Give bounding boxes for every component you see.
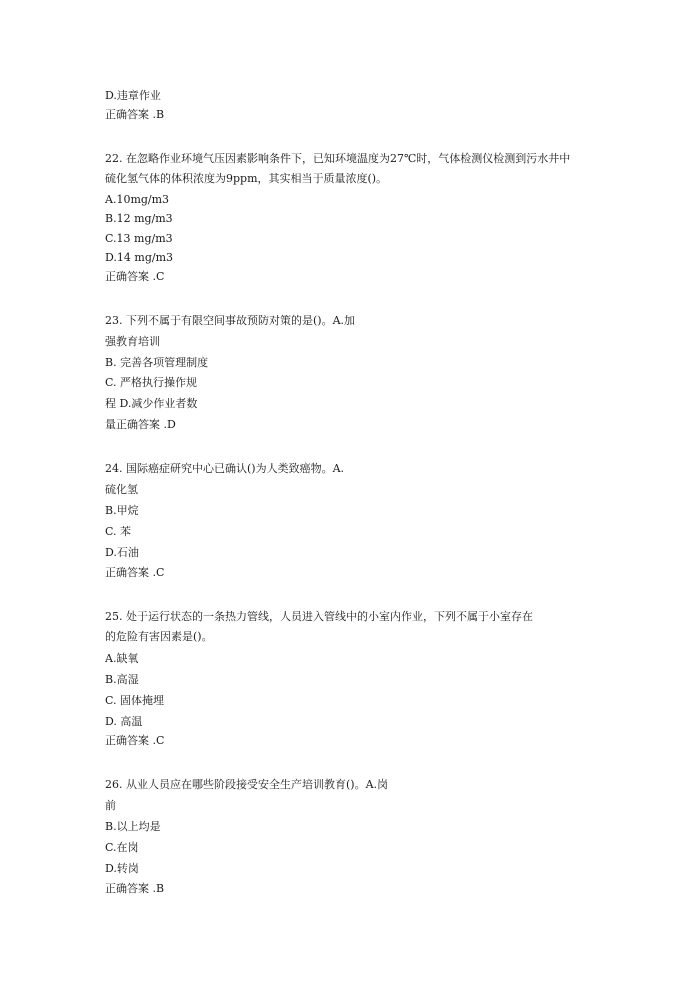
question-text: 26. 从业人员应在哪些阶段接受安全生产培训教育()。A.岗 <box>105 778 389 791</box>
option-line: B.高湿 <box>105 673 139 686</box>
option-line: 程 D.减少作业者数 <box>105 397 198 410</box>
question-text: 的危险有害因素是()。 <box>105 630 213 643</box>
option-line: C. 苯 <box>105 525 132 538</box>
option-line: D. 高温 <box>105 715 143 728</box>
answer-line: 正确答案 .C <box>105 734 165 747</box>
option-line: A.缺氧 <box>105 652 139 665</box>
question-text: 23. 下列不属于有限空间事故预防对策的是()。A.加 <box>105 314 356 327</box>
option-line: C. 严格执行操作规 <box>105 376 198 389</box>
answer-line: 正确答案 .C <box>105 566 165 579</box>
question-text: 硫化氢 <box>105 483 138 496</box>
option-line: C.在岗 <box>105 841 139 854</box>
option-line: B.12 mg/m3 <box>105 212 173 225</box>
option-line: B. 完善各项管理制度 <box>105 356 209 369</box>
question-text: 强教育培训 <box>105 335 160 348</box>
answer-line: 量正确答案 .D <box>105 418 176 431</box>
option-line: A.10mg/m3 <box>105 193 170 206</box>
option-line: C. 固体掩埋 <box>105 694 165 707</box>
option-line: C.13 mg/m3 <box>105 232 173 245</box>
question-text: 硫化氢气体的体积浓度为9ppm，其实相当于质量浓度()。 <box>105 172 388 185</box>
option-line: D.14 mg/m3 <box>105 251 174 264</box>
answer-line: 正确答案 .B <box>105 882 165 895</box>
option-line: D.违章作业 <box>105 89 161 102</box>
question-text: 前 <box>105 799 116 812</box>
option-line: B.甲烷 <box>105 504 139 517</box>
answer-line: 正确答案 .C <box>105 270 165 283</box>
option-line: D.石油 <box>105 546 139 559</box>
question-text: 22. 在忽略作业环境气压因素影响条件下，已知环境温度为27℃时，气体检测仪检测到污水井中 <box>105 152 571 165</box>
option-line: B.以上均是 <box>105 820 161 833</box>
answer-line: 正确答案 .B <box>105 108 165 121</box>
option-line: D.转岗 <box>105 862 139 875</box>
question-text: 25. 处于运行状态的一条热力管线，人员进入管线中的小室内作业，下列不属于小室存在 <box>105 610 533 623</box>
question-text: 24. 国际癌症研究中心已确认()为人类致癌物。A. <box>105 462 345 475</box>
